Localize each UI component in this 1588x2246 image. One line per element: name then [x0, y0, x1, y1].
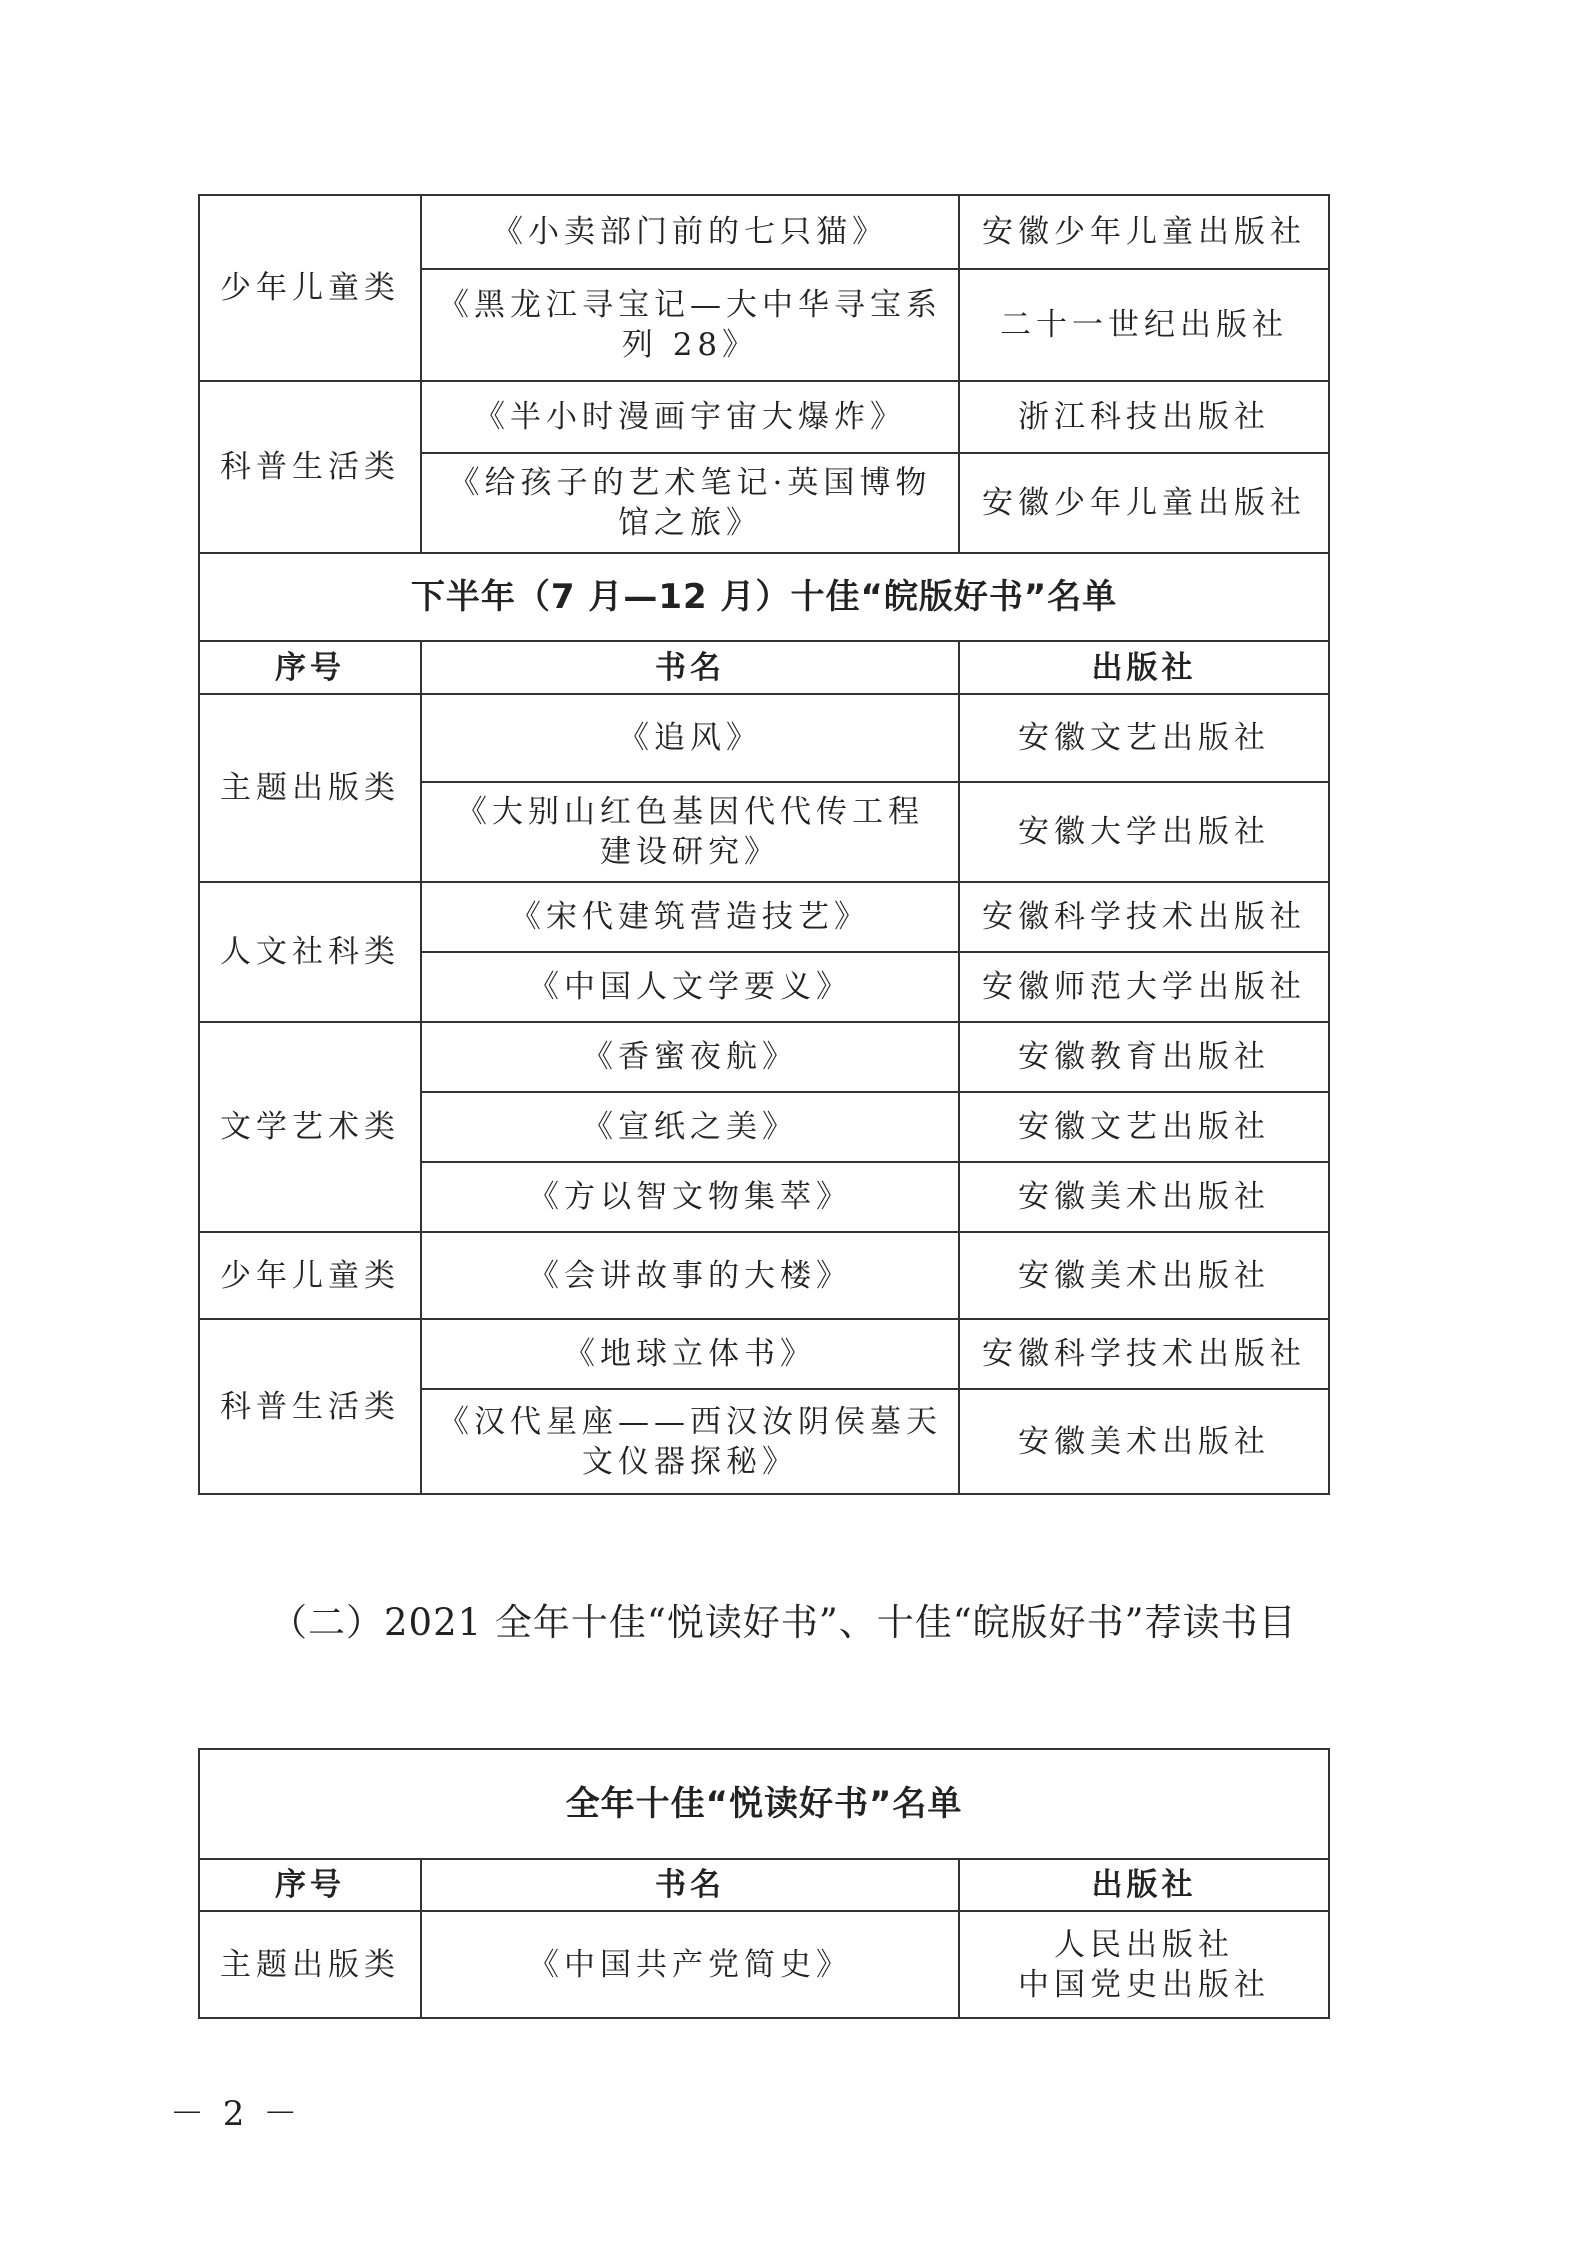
cell-line: 安徽师范大学出版社 — [982, 969, 1306, 1005]
cell-line: 安徽科学技术出版社 — [982, 899, 1306, 935]
category-cell: 科普生活类 — [199, 1319, 421, 1494]
book-title-cell — [421, 453, 959, 553]
cell-line: 《香蜜夜航》 — [582, 1039, 798, 1075]
books-table-second-half — [198, 194, 1330, 1495]
cell-line: 人民出版社 — [1054, 1926, 1234, 1963]
cell-line: 《大别山红色基因代代传工程 — [456, 794, 924, 830]
publisher-cell — [959, 1389, 1329, 1494]
books-table-annual — [198, 1748, 1330, 2019]
publisher-cell — [959, 381, 1329, 453]
cell-line: 安徽教育出版社 — [1018, 1039, 1270, 1075]
publisher-cell — [959, 1092, 1329, 1162]
cell-line: 列 28》 — [621, 327, 759, 363]
header-publisher: 出版社 — [959, 1859, 1329, 1911]
table-row — [199, 1319, 1329, 1389]
cell-line: 《汉代星座——西汉汝阴侯墓天 — [438, 1403, 942, 1440]
book-title-cell — [421, 1319, 959, 1389]
publisher-cell — [959, 952, 1329, 1022]
table-row — [199, 1232, 1329, 1319]
section-heading: （二）2021 全年十佳“悦读好书”、十佳“皖版好书”荐读书目 — [270, 1601, 1297, 1644]
book-title-cell — [421, 694, 959, 782]
table-row — [199, 195, 1329, 269]
cell-line: 《宋代建筑营造技艺》 — [510, 899, 870, 935]
table-row — [199, 882, 1329, 952]
header-title: 书名 — [421, 641, 959, 694]
category-cell: 少年儿童类 — [199, 1232, 421, 1319]
publisher-cell — [959, 1232, 1329, 1319]
book-title-cell — [421, 882, 959, 952]
book-title-cell — [421, 782, 959, 882]
cell-line: 《半小时漫画宇宙大爆炸》 — [474, 399, 906, 435]
book-title-cell — [421, 1092, 959, 1162]
publisher-cell — [959, 882, 1329, 952]
section-title: 全年十佳“悦读好书”名单 — [199, 1749, 1329, 1859]
cell-line: 安徽文艺出版社 — [1018, 1109, 1270, 1145]
book-title-cell — [421, 1022, 959, 1092]
book-title-cell — [421, 269, 959, 381]
book-title-cell — [421, 1162, 959, 1232]
section-title: 下半年（7 月—12 月）十佳“皖版好书”名单 — [199, 553, 1329, 641]
header-title: 书名 — [421, 1859, 959, 1911]
header-num: 序号 — [199, 1859, 421, 1911]
publisher-cell — [959, 1162, 1329, 1232]
cell-line: 《给孩子的艺术笔记·英国博物 — [448, 465, 932, 501]
cell-line: 文仪器探秘》 — [582, 1443, 798, 1480]
book-title-cell — [421, 952, 959, 1022]
publisher-cell — [959, 1022, 1329, 1092]
cell-line: 《黑龙江寻宝记—大中华寻宝系 — [438, 287, 942, 323]
publisher-cell — [959, 1319, 1329, 1389]
publisher-cell — [959, 453, 1329, 553]
category-cell: 主题出版类 — [199, 1911, 421, 2018]
cell-line: 安徽大学出版社 — [1018, 814, 1270, 850]
cell-line: 《中国共产党简史》 — [528, 1946, 852, 1983]
cell-line: 安徽文艺出版社 — [1018, 720, 1270, 756]
publisher-cell — [959, 195, 1329, 269]
cell-line: 中国党史出版社 — [1018, 1966, 1270, 2003]
book-title-cell — [421, 195, 959, 269]
category-cell: 人文社科类 — [199, 882, 421, 1022]
page-number: － 2 － — [170, 2094, 302, 2134]
cell-line: 《方以智文物集萃》 — [528, 1179, 852, 1215]
book-title-cell — [421, 381, 959, 453]
table-row — [199, 694, 1329, 782]
cell-line: 安徽少年儿童出版社 — [982, 214, 1306, 250]
cell-line: 《地球立体书》 — [564, 1336, 816, 1372]
book-title-cell — [421, 1911, 959, 2018]
cell-line: 浙江科技出版社 — [1018, 399, 1270, 435]
cell-line: 《追风》 — [618, 720, 762, 756]
publisher-cell — [959, 782, 1329, 882]
cell-line: 馆之旅》 — [618, 505, 762, 541]
publisher-cell — [959, 269, 1329, 381]
header-publisher: 出版社 — [959, 641, 1329, 694]
cell-line: 建设研究》 — [600, 834, 780, 870]
cell-line: 《会讲故事的大楼》 — [528, 1257, 852, 1294]
cell-line: 《中国人文学要义》 — [528, 969, 852, 1005]
category-cell: 科普生活类 — [199, 381, 421, 553]
publisher-cell — [959, 1911, 1329, 2018]
publisher-cell — [959, 694, 1329, 782]
cell-line: 安徽美术出版社 — [1018, 1179, 1270, 1215]
book-title-cell — [421, 1232, 959, 1319]
table-row — [199, 1911, 1329, 2018]
cell-line: 安徽美术出版社 — [1018, 1257, 1270, 1294]
table-row — [199, 381, 1329, 453]
header-num: 序号 — [199, 641, 421, 694]
cell-line: 二十一世纪出版社 — [1000, 307, 1288, 343]
book-title-cell — [421, 1389, 959, 1494]
cell-line: 安徽科学技术出版社 — [982, 1336, 1306, 1372]
category-cell: 文学艺术类 — [199, 1022, 421, 1232]
cell-line: 《宣纸之美》 — [582, 1109, 798, 1145]
category-cell: 主题出版类 — [199, 694, 421, 882]
table-row — [199, 1022, 1329, 1092]
category-cell: 少年儿童类 — [199, 195, 421, 381]
cell-line: 《小卖部门前的七只猫》 — [492, 214, 888, 250]
cell-line: 安徽美术出版社 — [1018, 1423, 1270, 1460]
cell-line: 安徽少年儿童出版社 — [982, 485, 1306, 521]
